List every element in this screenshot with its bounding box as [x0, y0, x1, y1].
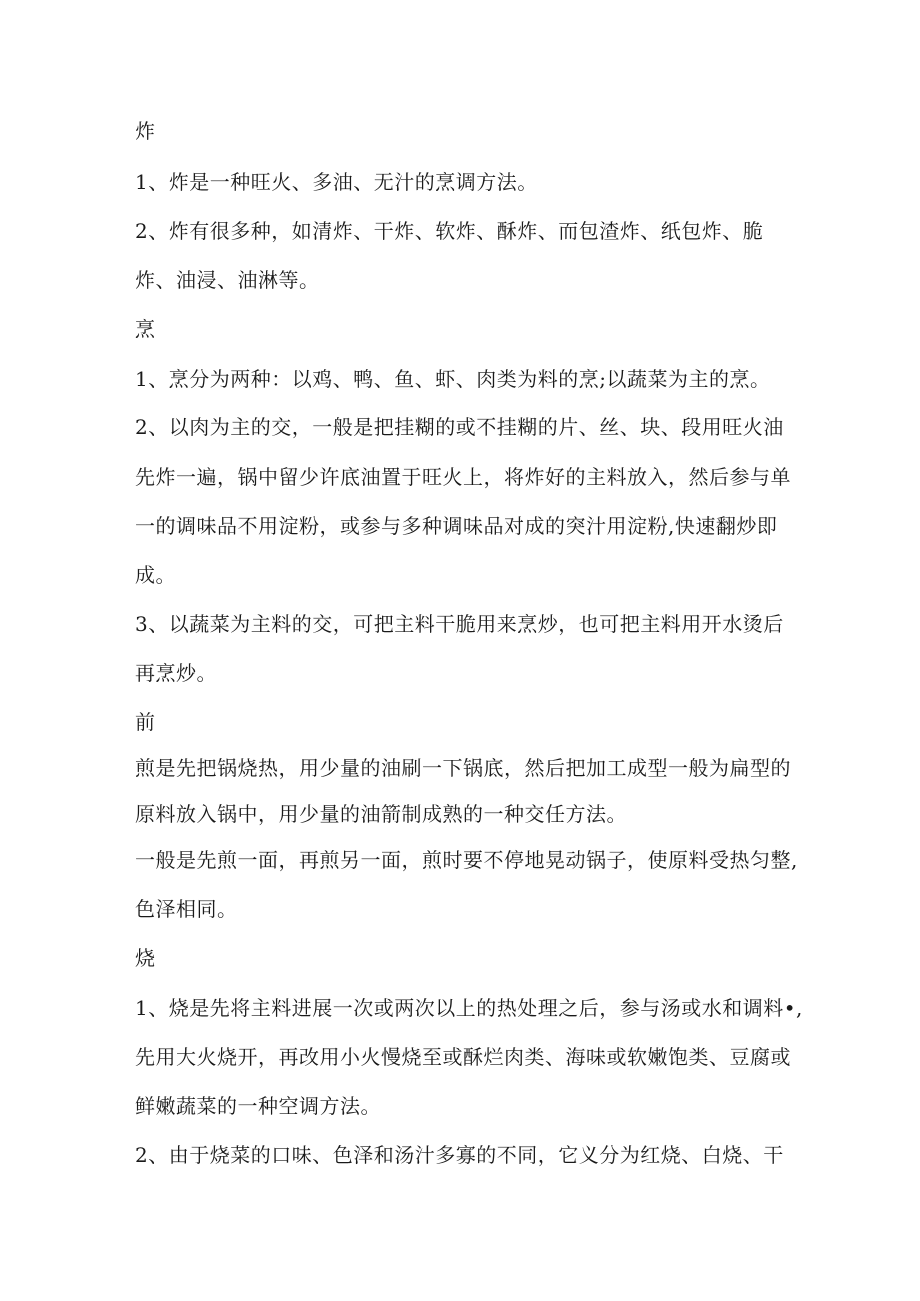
paragraph-line: 2、由于烧菜的口味、色泽和汤汁多寡的不同，它义分为红烧、白烧、干 [135, 1143, 784, 1167]
paragraph-line: 先用大火烧开，再改用小火慢烧至或酥烂肉类、海味或软嫩饱类、豆腐或 [135, 1045, 791, 1069]
paragraph-line: 一般是先煎一面，再煎另一面，煎时要不停地晃动锅子，使原料受热匀整, [135, 848, 798, 872]
paragraph-line: 成。 [135, 563, 176, 587]
paragraph-line: 先炸一遍，锅中留少许底油置于旺火上，将炸好的主料放入，然后参与单 [135, 465, 791, 489]
heading-qian: 前 [135, 710, 156, 734]
paragraph-line: 3、以蔬菜为主料的交，可把主料干脆用来烹炒，也可把主料用开水烫后 [135, 612, 784, 636]
paragraph-line: 鲜嫩蔬菜的一种空调方法。 [135, 1094, 381, 1118]
paragraph-line: 炸、油浸、油淋等。 [135, 268, 320, 292]
paragraph-line: 再烹炒。 [135, 661, 217, 685]
paragraph-line: 1、烧是先将主料进展一次或两次以上的热处理之后，参与汤或水和调料•, [135, 996, 803, 1020]
heading-zha: 炸 [135, 119, 156, 143]
heading-shao: 烧 [135, 946, 156, 970]
paragraph-line: 一的调味品不用淀粉，或参与多种调味品对成的突汁用淀粉,快速翻炒即 [135, 514, 778, 538]
paragraph-line: 2、炸有很多种，如清炸、干炸、软炸、酥炸、而包渣炸、纸包炸、脆 [135, 219, 764, 243]
heading-peng: 烹 [135, 317, 156, 341]
paragraph-line: 原料放入锅中，用少量的油箭制成熟的一种交任方法。 [135, 802, 627, 826]
paragraph-line: 2、以肉为主的交，一般是把挂糊的或不挂糊的片、丝、块、段用旺火油 [135, 415, 784, 439]
paragraph-line: 1、炸是一种旺火、多油、无汁的烹调方法。 [135, 170, 538, 194]
paragraph-line: 煎是先把锅烧热，用少量的油刷一下锅底，然后把加工成型一般为扁型的 [135, 756, 791, 780]
paragraph-line: 1、烹分为两种：以鸡、鸭、鱼、虾、肉类为料的烹;以蔬菜为主的烹。 [135, 367, 771, 391]
paragraph-line: 色泽相同。 [135, 897, 238, 921]
